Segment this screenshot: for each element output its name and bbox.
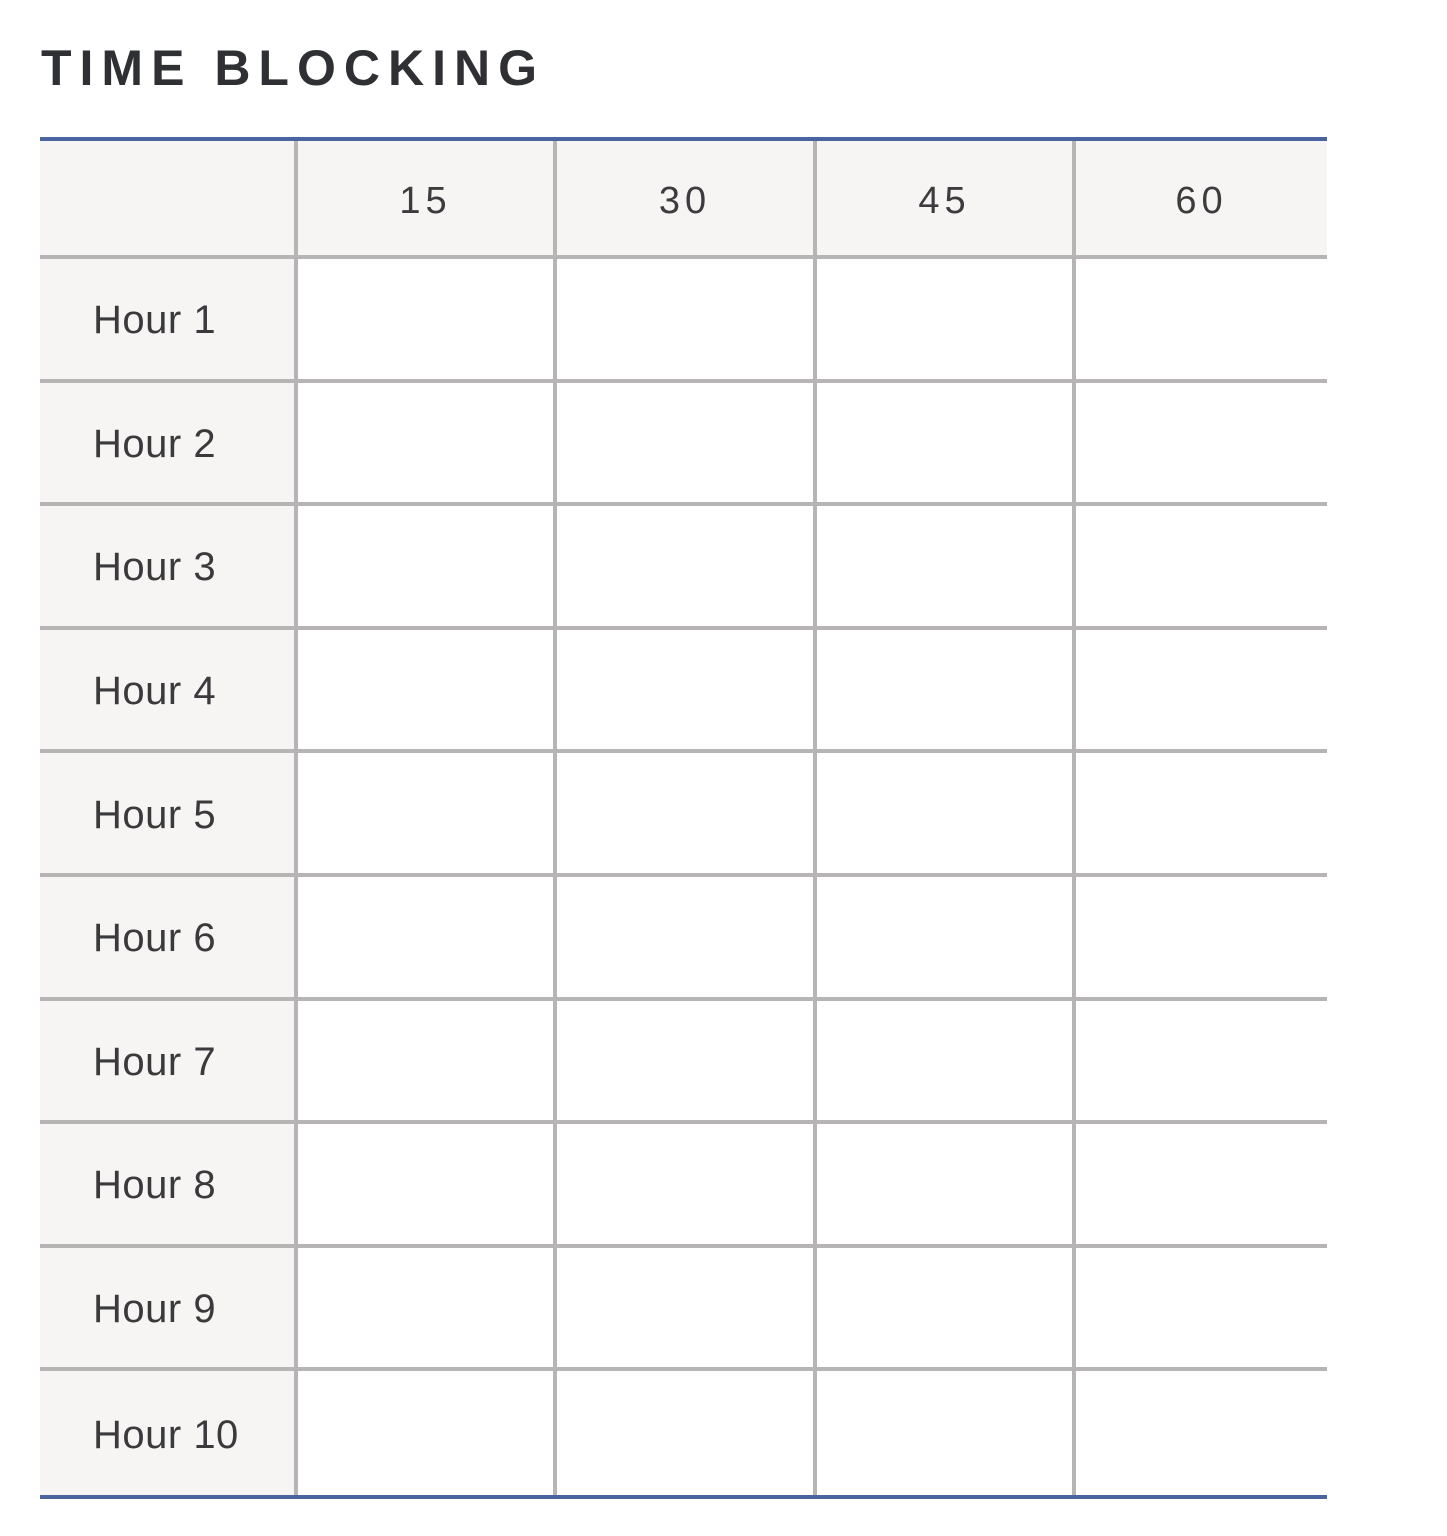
time-slot-cell[interactable]: [1076, 1248, 1327, 1372]
row-label: Hour 7: [40, 1001, 298, 1125]
row-label: Hour 6: [40, 877, 298, 1001]
time-slot-cell[interactable]: [298, 753, 557, 877]
time-slot-cell[interactable]: [1076, 753, 1327, 877]
time-slot-cell[interactable]: [817, 1371, 1076, 1495]
row-label: Hour 3: [40, 506, 298, 630]
time-slot-cell[interactable]: [817, 753, 1076, 877]
time-slot-cell[interactable]: [298, 1001, 557, 1125]
time-slot-cell[interactable]: [298, 1248, 557, 1372]
time-slot-cell[interactable]: [298, 259, 557, 383]
time-slot-cell[interactable]: [1076, 877, 1327, 1001]
time-slot-cell[interactable]: [817, 1124, 1076, 1248]
time-slot-cell[interactable]: [298, 630, 557, 754]
column-header-15: 15: [298, 141, 557, 259]
time-slot-cell[interactable]: [557, 1371, 817, 1495]
time-slot-cell[interactable]: [1076, 1001, 1327, 1125]
time-slot-cell[interactable]: [298, 877, 557, 1001]
column-header-60: 60: [1076, 141, 1327, 259]
time-slot-cell[interactable]: [1076, 1124, 1327, 1248]
time-slot-cell[interactable]: [1076, 383, 1327, 507]
row-label: Hour 2: [40, 383, 298, 507]
row-label: Hour 5: [40, 753, 298, 877]
time-slot-cell[interactable]: [298, 1124, 557, 1248]
time-slot-cell[interactable]: [557, 753, 817, 877]
time-slot-cell[interactable]: [1076, 506, 1327, 630]
time-slot-cell[interactable]: [817, 1001, 1076, 1125]
time-slot-cell[interactable]: [557, 1001, 817, 1125]
row-label: Hour 9: [40, 1248, 298, 1372]
time-slot-cell[interactable]: [817, 383, 1076, 507]
time-slot-cell[interactable]: [817, 1248, 1076, 1372]
time-slot-cell[interactable]: [557, 1248, 817, 1372]
time-blocking-table: [40, 137, 1327, 1499]
time-slot-cell[interactable]: [557, 506, 817, 630]
time-slot-cell[interactable]: [557, 383, 817, 507]
time-slot-cell[interactable]: [817, 506, 1076, 630]
time-slot-cell[interactable]: [1076, 630, 1327, 754]
time-slot-cell[interactable]: [1076, 1371, 1327, 1495]
column-header-30: 30: [557, 141, 817, 259]
row-label: Hour 10: [40, 1371, 298, 1495]
time-slot-cell[interactable]: [817, 630, 1076, 754]
time-slot-cell[interactable]: [817, 877, 1076, 1001]
row-label: Hour 8: [40, 1124, 298, 1248]
time-slot-cell[interactable]: [557, 630, 817, 754]
time-slot-cell[interactable]: [298, 1371, 557, 1495]
row-label: Hour 1: [40, 259, 298, 383]
time-slot-cell[interactable]: [557, 1124, 817, 1248]
time-slot-cell[interactable]: [557, 259, 817, 383]
time-slot-cell[interactable]: [817, 259, 1076, 383]
header-corner-cell: [40, 141, 298, 259]
time-slot-cell[interactable]: [298, 383, 557, 507]
row-label: Hour 4: [40, 630, 298, 754]
page-title: TIME BLOCKING: [41, 40, 545, 96]
column-header-45: 45: [817, 141, 1076, 259]
time-slot-cell[interactable]: [298, 506, 557, 630]
time-slot-cell[interactable]: [557, 877, 817, 1001]
time-slot-cell[interactable]: [1076, 259, 1327, 383]
